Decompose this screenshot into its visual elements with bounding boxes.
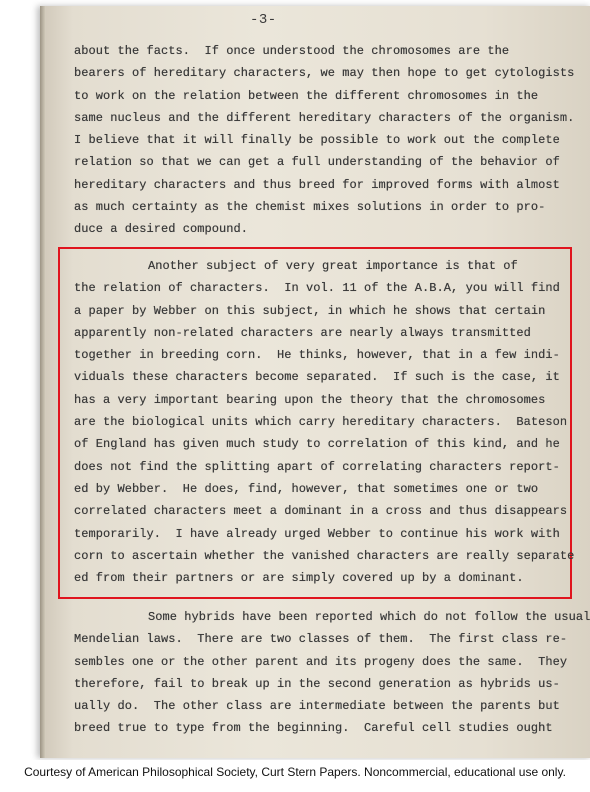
typed-line: Some hybrids have been reported which do not follow the usual	[148, 610, 590, 624]
typed-line: I believe that it will finally be possible to work out the complete	[74, 133, 560, 148]
typed-line: ed by Webber. He does, find, however, that sometimes one or two	[74, 481, 539, 496]
typed-line: duce a desired compound.	[74, 222, 249, 237]
typed-line: relation so that we can get a full understanding of the behavior of	[74, 155, 560, 170]
paragraph-2-highlighted	[74, 255, 574, 589]
typed-line: are the biological units which carry hereditary characters. Bateson	[74, 415, 568, 430]
typed-line: ed from their partners or are simply covered up by a dominant.	[74, 571, 524, 586]
typed-line: corn to ascertain whether the vanished characters are really separate	[74, 548, 575, 563]
typed-line: sembles one or the other parent and its progeny does the same. They	[74, 654, 568, 669]
typed-line: a paper by Webber on this subject, in which he shows that certain	[74, 303, 546, 318]
typed-line: about the facts. If once understood the chromosomes are the	[74, 44, 510, 58]
typed-line: as much certainty as the chemist mixes solutions in order to pro-	[74, 200, 546, 215]
typed-line: together in breeding corn. He thinks, however, that in a few indi-	[74, 348, 560, 363]
typed-line: of England has given much study to correlation of this kind, and he	[74, 437, 560, 452]
typed-line: Another subject of very great importance is that of	[148, 259, 518, 273]
paragraph-1	[74, 40, 574, 241]
typed-line: therefore, fail to break up in the second generation as hybrids us-	[74, 676, 560, 691]
typed-line: the relation of characters. In vol. 11 of the A.B.A, you will find	[74, 281, 560, 296]
typed-line: ually do. The other class are intermediate between the parents but	[74, 699, 560, 714]
typed-line: bearers of hereditary characters, we may then hope to get cytologists	[74, 66, 575, 81]
typed-line: breed true to type from the beginning. Careful cell studies ought	[74, 721, 553, 736]
paragraph-3	[74, 606, 590, 740]
typed-line: correlated characters meet a dominant in a cross and thus disappears	[74, 504, 568, 519]
typed-line: viduals these characters become separated. If such is the case, it	[74, 370, 560, 385]
page-number: -3-	[250, 12, 277, 28]
image-credit-caption: Courtesy of American Philosophical Society, Curt Stern Papers. Noncommercial, educational use only.	[24, 765, 566, 779]
typed-line: to work on the relation between the different chromosomes in the	[74, 88, 539, 103]
typed-line: does not find the splitting apart of correlating characters report-	[74, 459, 560, 474]
typed-line: Mendelian laws. There are two classes of them. The first class re-	[74, 632, 568, 647]
typed-line: temporarily. I have already urged Webber to continue his work with	[74, 526, 560, 541]
typed-line: apparently non-related characters are nearly always transmitted	[74, 325, 531, 340]
typed-line: has a very important bearing upon the theory that the chromosomes	[74, 392, 546, 407]
typed-line: hereditary characters and thus breed for improved forms with almost	[74, 177, 560, 192]
typed-line: same nucleus and the different hereditary characters of the organism.	[74, 110, 575, 125]
paper-edge-shadow	[40, 6, 46, 758]
